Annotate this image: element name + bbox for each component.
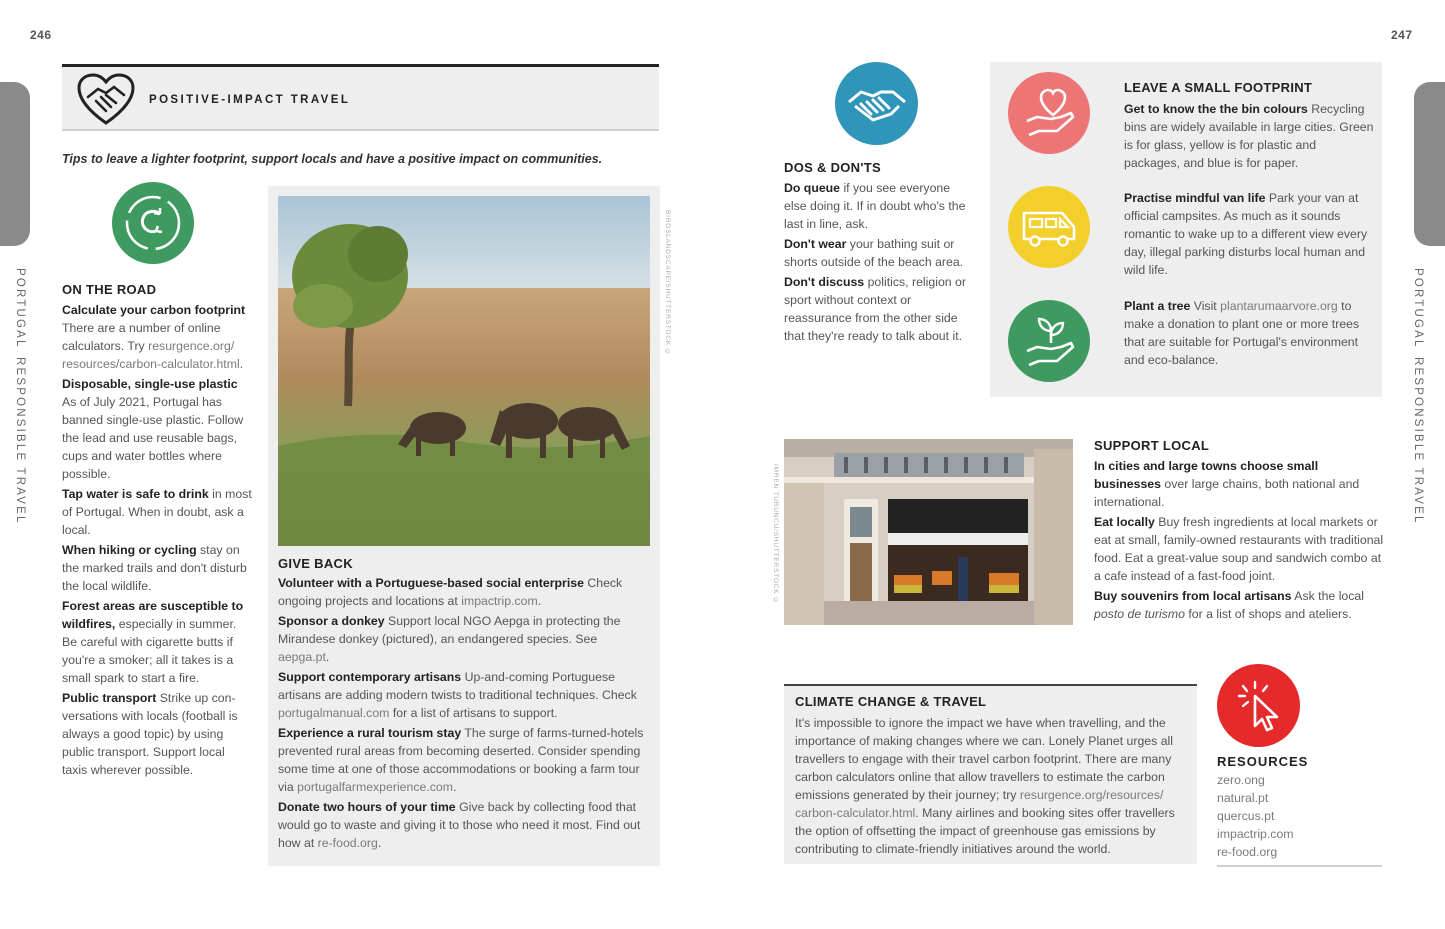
item-text: Check ongoing projects and locations at — [278, 576, 623, 608]
item-after: . — [453, 780, 457, 794]
shopfront-photo — [784, 439, 1073, 625]
item-text: especially in summer. Be careful with cigarette butts if you're a smoker; all it takes is a small spark to start a fire. — [62, 617, 237, 685]
item-text: stay on the marked trails and don't disturb the local wildlife. — [62, 543, 247, 593]
side-label-section: RESPONSIBLE TRAVEL — [14, 356, 26, 525]
list-item — [62, 301, 252, 373]
climate-text-after: . Many airlines and booking sites offer travellers the option of offsetting the impact of greenhouse gas emissions by contributing to climate-friendly initiatives around the world. — [795, 806, 1175, 856]
item-text: Support local NGO Aepga in protecting the Mirandese donkey (pictured), an endangered species. See — [278, 614, 621, 646]
intro-text: Tips to leave a lighter footprint, support locals and have a positive impact on communities. — [62, 152, 603, 166]
item-after: . — [537, 594, 542, 608]
side-label-country: PORTUGAL — [14, 268, 26, 349]
resource-link[interactable]: natural.pt — [1217, 791, 1269, 805]
on-the-road-list — [62, 301, 252, 781]
item-title: Support contemporary artisans — [278, 670, 462, 684]
item-text: Visit — [1193, 299, 1217, 313]
item-after: . — [377, 836, 382, 850]
item-title: Don't discuss — [784, 275, 865, 289]
item-text: Recycling bins are widely available in large cities. Green is for glass, yellow is for plastic and packages, and blue is for paper. — [1124, 102, 1374, 170]
give-back-list — [278, 574, 650, 854]
side-label-section: RESPONSIBLE TRAVEL — [1412, 356, 1424, 525]
item-title: Eat locally — [1094, 515, 1155, 529]
item-title: Do queue — [784, 181, 841, 195]
handshake-icon — [835, 62, 918, 145]
item-title: In cities and large towns choose small businesses — [1094, 459, 1319, 491]
item-text: Up-and-coming Portuguese artisans are adding modern twists to traditional techniques. Check — [278, 670, 637, 702]
item-text: There are a number of online calculators. Try — [62, 321, 221, 353]
section-title: POSITIVE-IMPACT TRAVEL — [149, 94, 351, 106]
item-link[interactable]: plantarumaarvore.org — [1220, 299, 1338, 313]
small-footprint-item — [1124, 297, 1374, 369]
item-link[interactable]: impactrip.com — [461, 594, 538, 608]
list-item — [784, 273, 972, 345]
item-text: The surge of farms-turned-hotels prevented rural areas from becoming deserted. Consider spending some time at one of those accommodations or booking a farm tour via — [278, 726, 644, 794]
item-title: Calculate your carbon footprint — [62, 303, 246, 317]
item-text: Ask the local — [1294, 589, 1364, 603]
give-back-heading: GIVE BACK — [278, 556, 353, 571]
item-link[interactable]: resurgence.org/ resources/carbon-calculator.html — [62, 339, 240, 371]
list-item — [1094, 457, 1386, 511]
climate-link[interactable]: resurgence.org/resources/ carbon-calculator.html — [795, 788, 1164, 820]
chapter-tab-left — [0, 82, 30, 246]
handshake-heart-icon — [76, 73, 136, 127]
item-link[interactable]: portugalmanual.com — [278, 706, 390, 720]
plant-hand-icon — [1008, 300, 1090, 382]
list-item — [62, 597, 252, 687]
item-text: politics, religion or sport without context or reassurance from the other side that they're ready to talk about it. — [784, 275, 966, 343]
item-italic: posto de turismo — [1094, 607, 1185, 621]
item-link[interactable]: aepga.pt — [278, 650, 326, 664]
resource-link[interactable]: impactrip.com — [1217, 827, 1294, 841]
item-title: Disposable, single-use plastic — [62, 377, 238, 391]
list-item — [278, 798, 650, 852]
list-item — [62, 375, 252, 483]
item-title: When hiking or cycling — [62, 543, 197, 557]
item-after: for a list of shops and ateliers. — [1188, 607, 1352, 621]
resources-heading: RESOURCES — [1217, 754, 1309, 769]
page-number-right: 247 — [1391, 28, 1413, 42]
item-text: Give back by collecting food that would go to waste and giving it to those who need it most. Find out how at — [278, 800, 641, 850]
cursor-click-icon — [1217, 664, 1300, 747]
item-title: Tap water is safe to drink — [62, 487, 209, 501]
chapter-tab-right — [1414, 82, 1445, 246]
climate-heading: CLIMATE CHANGE & TRAVEL — [795, 694, 987, 709]
item-title: Experience a rural tourism stay — [278, 726, 462, 740]
list-item — [62, 485, 252, 539]
resource-link[interactable]: quercus.pt — [1217, 809, 1275, 823]
list-item — [278, 668, 650, 722]
resources-list — [1217, 771, 1382, 867]
dos-donts-heading: DOS & DON'TS — [784, 160, 881, 175]
side-label-country: PORTUGAL — [1412, 268, 1424, 349]
list-item — [1094, 587, 1386, 623]
item-text: over large chains, both national and international. — [1094, 477, 1360, 509]
item-title: Sponsor a donkey — [278, 614, 385, 628]
section-header — [62, 64, 659, 131]
item-title: Buy souvenirs from local artisans — [1094, 589, 1292, 603]
item-text: if you see everyone else doing it. If in doubt who's the last in line, ask. — [784, 181, 966, 231]
donkeys-photo — [278, 196, 650, 546]
camper-van-icon — [1008, 186, 1090, 268]
small-footprint-item — [1124, 189, 1374, 279]
item-text: Buy fresh ingredients at local markets or eat at small, family-owned restaurants with traditional food. Eat a great-value soup and sandwich combo at a cafe instead of a fast-food joint. — [1094, 515, 1384, 583]
item-after: for a list of artisans to support. — [392, 706, 558, 720]
small-footprint-heading: LEAVE A SMALL FOOTPRINT — [1124, 80, 1313, 95]
list-item — [278, 724, 650, 796]
photo-credit: BIROSLANDSCAPE/SHUTTERSTOCK © — [664, 210, 671, 357]
side-label-right — [1412, 268, 1424, 524]
item-title: Get to know the the bin colours — [1124, 102, 1308, 116]
item-title: Practise mindful van life — [1124, 191, 1266, 205]
item-text: in most of Portugal. When in doubt, ask a local. — [62, 487, 252, 537]
item-title: Volunteer with a Portuguese-based social enterprise — [278, 576, 584, 590]
small-footprint-item — [1124, 100, 1374, 172]
support-local-heading: SUPPORT LOCAL — [1094, 438, 1210, 453]
item-text: As of July 2021, Portugal has banned single-use plastic. Follow the lead and use reusable bags, cups and water bottles where possible. — [62, 395, 244, 481]
item-text: Park your van at official campsites. As much as it sounds romantic to wake up to a different view every day, illegal parking disturbs local human and wild life. — [1124, 191, 1368, 277]
list-item — [1094, 513, 1386, 585]
list-item — [784, 179, 972, 233]
list-item — [784, 235, 972, 271]
item-after: . — [239, 357, 244, 371]
list-item — [62, 689, 252, 779]
recycle-arrows-icon — [112, 182, 194, 264]
item-text: Strike up con-versations with locals (football is always a good topic) by using public transport. Support local taxis wherever possible. — [62, 691, 238, 777]
item-link[interactable]: portugalfarmexperience.com — [297, 780, 453, 794]
item-title: Don't wear — [784, 237, 847, 251]
item-title: Forest areas are susceptible to wildfires, — [62, 599, 244, 631]
item-link[interactable]: re-food.org — [317, 836, 378, 850]
page-number-left: 246 — [30, 28, 52, 42]
climate-text-before: It's impossible to ignore the impact we have when travelling, and the importance of making changes where we can. Lonely Planet urges all travellers to engage with their travel carbon footprint. There are many carbon calculators online that allow travellers to estimate the carbon emissions generated by their journey; try — [795, 716, 1174, 802]
item-text: your bathing suit or shorts outside of the beach area. — [784, 237, 964, 269]
on-the-road-heading: ON THE ROAD — [62, 282, 157, 297]
list-item — [278, 574, 650, 610]
support-local-list — [1094, 457, 1386, 625]
item-after: to make a donation to plant one or more trees that are suitable for Portugal's environment and eco-balance. — [1124, 299, 1360, 367]
item-title: Public transport — [62, 691, 157, 705]
item-after: . — [325, 650, 330, 664]
dos-donts-list — [784, 179, 972, 347]
resource-link[interactable]: re-food.org — [1217, 845, 1278, 859]
list-item — [278, 612, 650, 666]
list-item — [62, 541, 252, 595]
item-title: Donate two hours of your time — [278, 800, 456, 814]
photo-credit: IMREN TURUNCU/SHUTTERSTOCK © — [772, 464, 779, 605]
climate-text — [795, 714, 1191, 858]
side-label-left — [14, 268, 26, 524]
heart-hand-icon — [1008, 72, 1090, 154]
resource-link[interactable]: zero.ong — [1217, 773, 1265, 787]
item-title: Plant a tree — [1124, 299, 1191, 313]
